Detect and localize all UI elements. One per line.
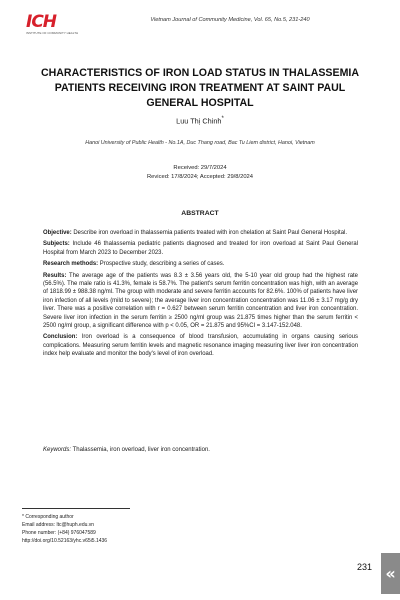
author-email: Email address: ltc@huph.edu.vn xyxy=(22,522,95,528)
abstract-objective xyxy=(43,229,358,237)
affiliation: Hanoi University of Public Health - No.1A, Duc Thang road, Bac Tu Liem district, Hanoi, Vietnam xyxy=(85,140,315,146)
results-label: Results: xyxy=(43,272,67,279)
results-text: The average age of the patients was 8.3 ± 3.56 years old, the 5-10 year old group had the highest rate (56.5%). The male ratio is 41.3%, female is 58.7%. The patient's serum ferritin concentration was high, with an average of 1818.99 ± 988.38 ng/ml. The group with moderate and severe ferritin accounts for 82.6%. 100% of patients have liver iron infection of all levels (mild to severe); the average liver iron concentration concentration was 11.06 ± 3.17 mg/g dry liver. There was a positive correlation with r = 0.627 between serum ferritin concentration and liver iron concentration. Severe liver iron infection in the serum ferritin ≥ 2500 ng/ml group was 21.875 times higher than the serum ferritin < 2500 ng/ml group, a significant difference with p < 0.05, OR = 21.875 and 95%CI = 3.147-152.048. xyxy=(43,272,358,330)
subjects-text: Include 46 thalassemia pediatric patients diagnosed and treated for iron overload at Saint Paul General Hospital from March 2023 to December 2023. xyxy=(43,241,358,256)
objective-text: Describe iron overload in thalassemia patients treated with iron chelation at Saint Paul General Hospital. xyxy=(73,230,347,236)
keywords-label: Keywords: xyxy=(43,447,72,453)
dates-block xyxy=(0,164,400,182)
abstract-subjects xyxy=(43,240,358,257)
abstract-body xyxy=(43,229,358,362)
objective-label: Objective: xyxy=(43,230,72,236)
received-date: Received: 29/7/2024 xyxy=(173,165,227,171)
abstract-heading: ABSTRACT xyxy=(181,210,219,217)
subjects-label: Subjects: xyxy=(43,241,70,248)
author-phone: Phone number: (+84) 976047589 xyxy=(22,530,96,536)
article-title: CHARACTERISTICS OF IRON LOAD STATUS IN THALASSEMIA PATIENTS RECEIVING IRON TREATMENT AT SAINT PAUL GENERAL HOSPITAL xyxy=(40,67,359,109)
logo-subtext: INSTITUTE OF COMMUNITY HEALTH xyxy=(26,31,79,35)
abstract-conclusion xyxy=(43,333,358,358)
footnotes xyxy=(22,513,222,545)
footnote-divider xyxy=(22,508,130,509)
abstract-results xyxy=(43,272,358,331)
journal-citation: Vietnam Journal of Community Medicine, Vol. 65, No.5, 231-240 xyxy=(150,17,310,23)
abstract-methods xyxy=(43,260,358,268)
keywords-text: Thalassemia, iron overload, liver iron concentration. xyxy=(72,447,210,453)
logo-mark: ICH xyxy=(26,12,57,32)
keywords-line xyxy=(43,447,358,453)
corresponding-author: * Corresponding author xyxy=(22,514,74,520)
revised-date: Reviced: 17/8/2024; Accepted: 29/8/2024 xyxy=(146,174,254,180)
conclusion-label: Conclusion: xyxy=(43,334,78,341)
double-chevron-left-icon[interactable]: « xyxy=(381,553,400,594)
journal-logo xyxy=(26,12,79,38)
methods-label: Research methods: xyxy=(43,261,99,268)
methods-text: Prospective study, describing a series of cases. xyxy=(99,261,225,268)
conclusion-text: Iron overload is a consequence of blood transfusion, accumulating in organs causing serious complications. Measuring serum ferritin levels and magnetic resonance imaging measuring liver liver iron concentration index help evaluate and monitor the body's level of iron overload. xyxy=(43,334,358,358)
doi-link[interactable]: http://doi.org/10.52163/yhc.v65i5.1436 xyxy=(22,538,108,544)
author-name: Luu Thị Chinh xyxy=(176,116,222,126)
author-line xyxy=(0,115,400,125)
author-mark: * xyxy=(221,115,224,122)
page-number: 231 xyxy=(357,562,373,572)
